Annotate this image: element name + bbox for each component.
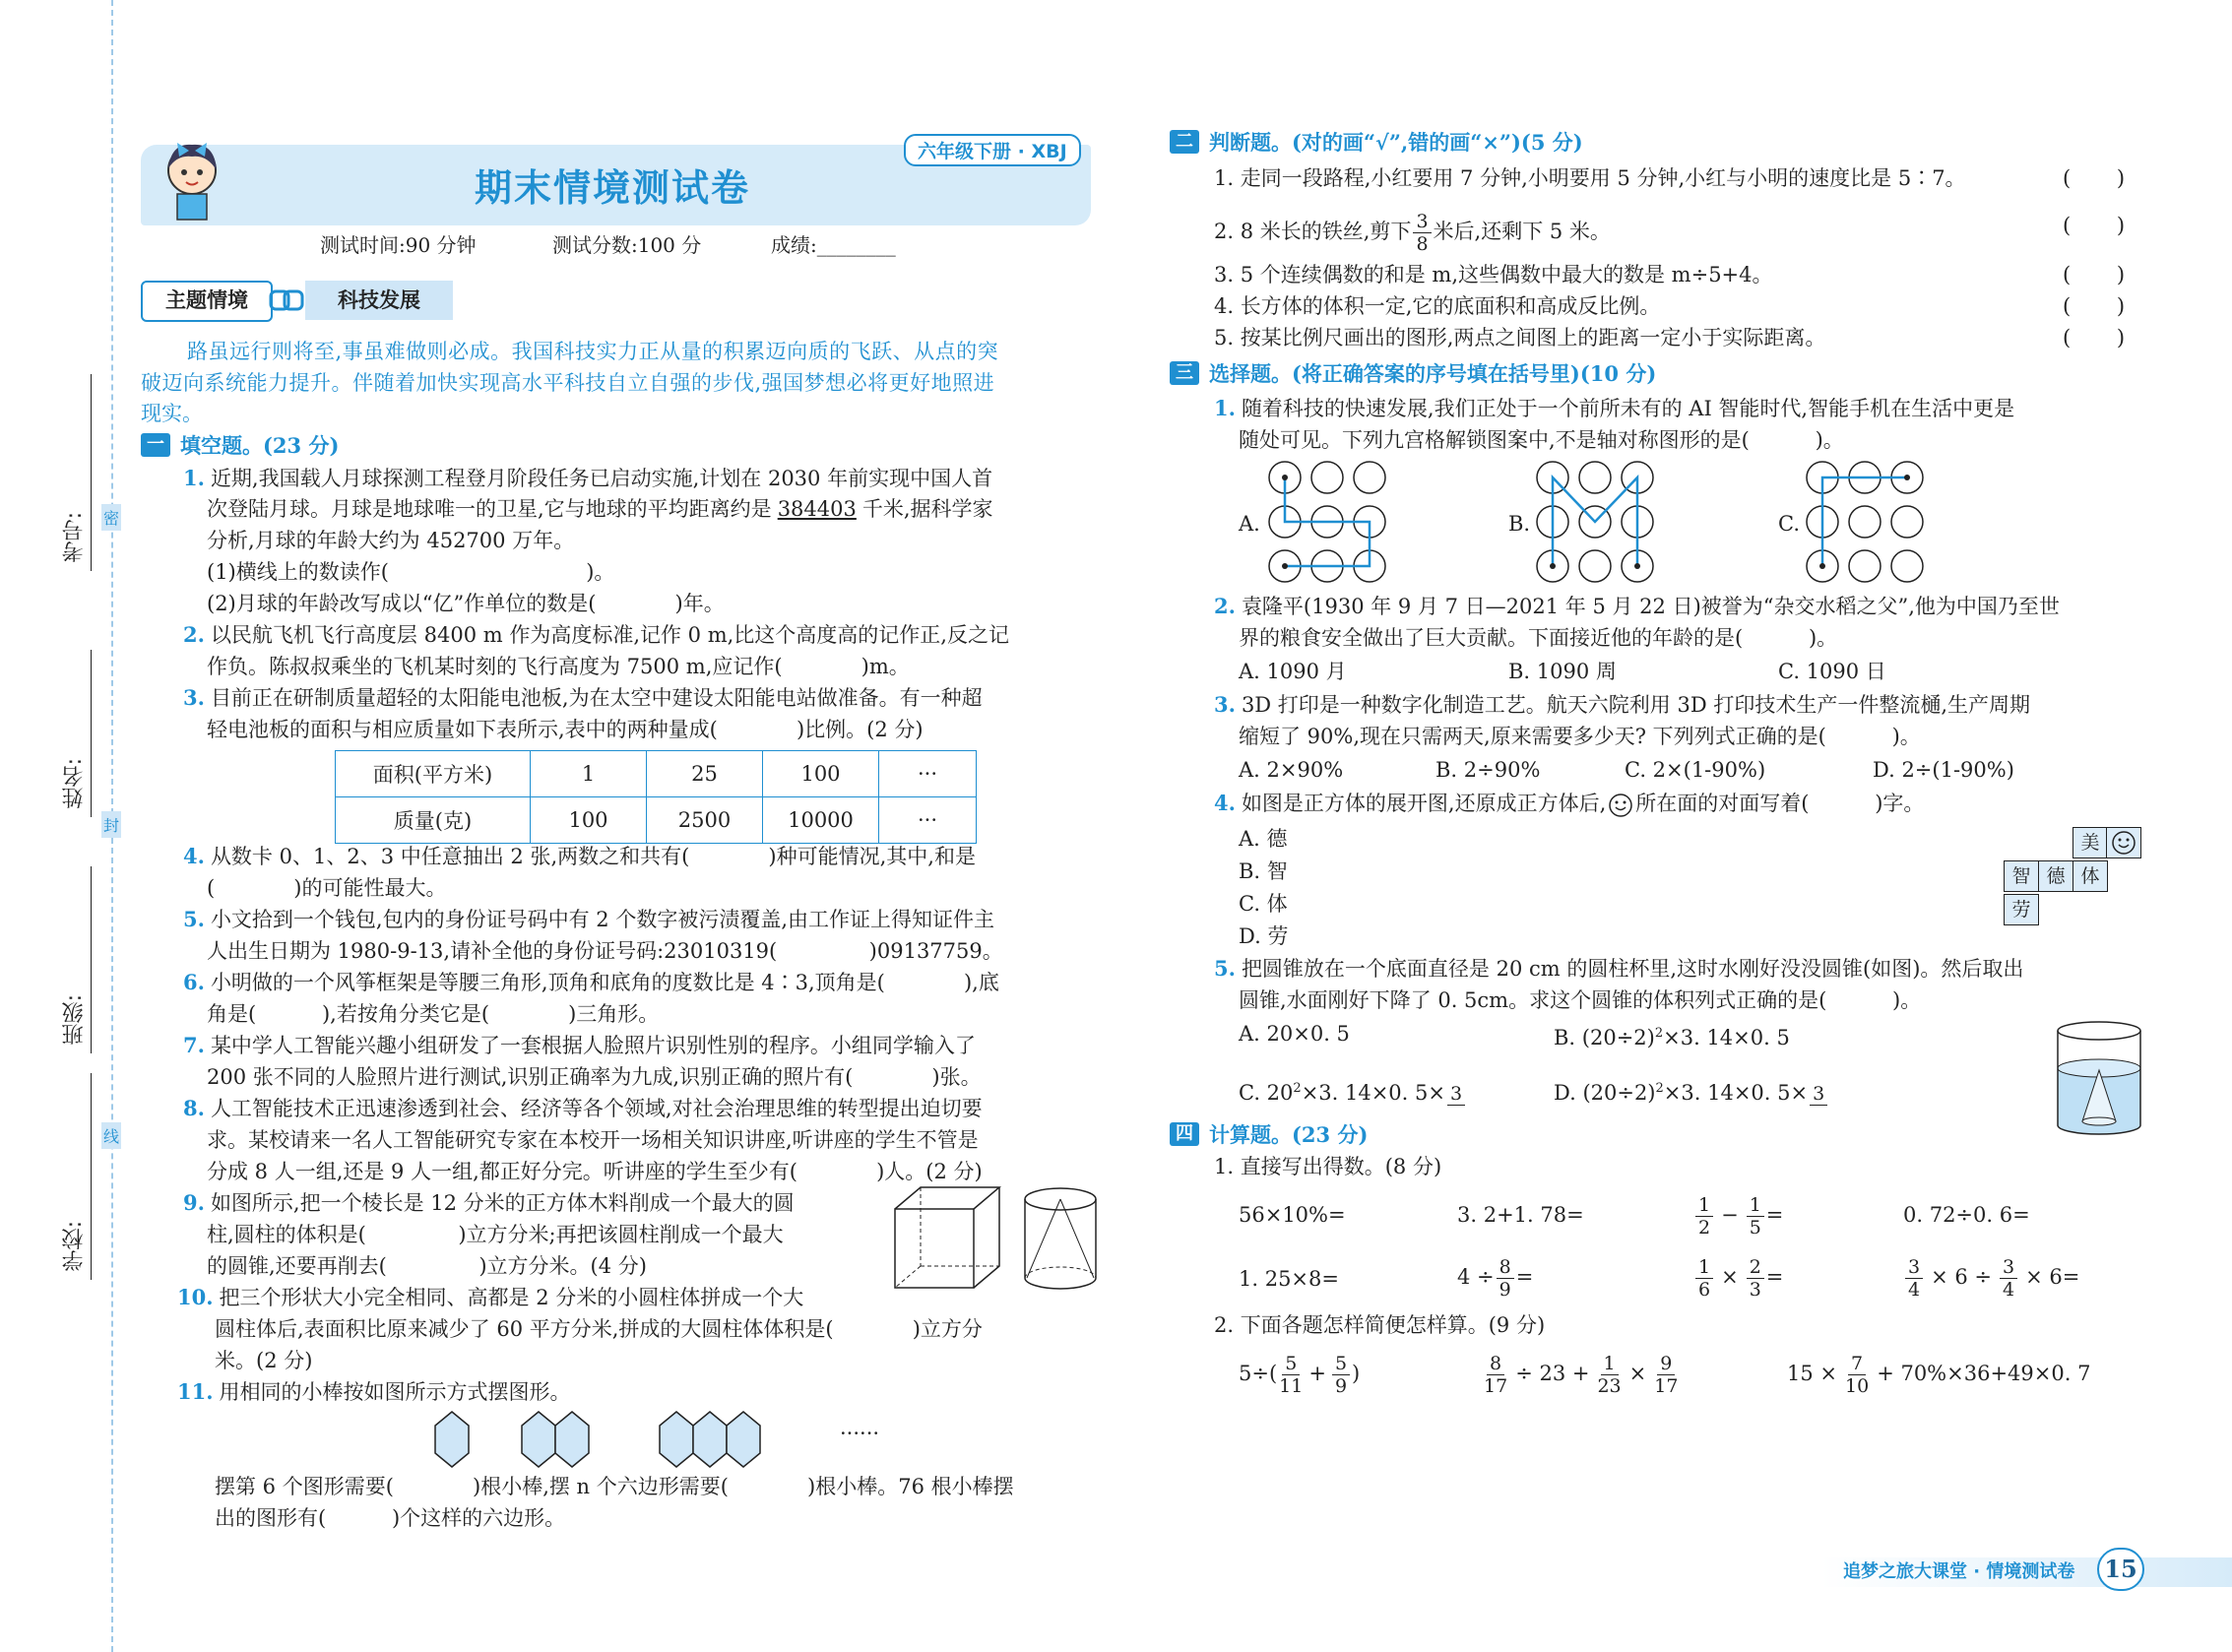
q1-2-line1: 2. 以民航飞机飞行高度层 8400 m 作为高度标准,记作 0 m,比这个高度高的记作正,反之记 (183, 622, 1009, 647)
judge-paren-5: ( ) (2063, 326, 2126, 349)
q1-1-sub1: (1)横线上的数读作( )。 (207, 560, 615, 584)
q1-9-line2: 柱,圆柱的体积是( )立方分米;再把该圆柱削成一个最大 (207, 1223, 784, 1246)
fraction: 3 (1810, 1083, 1827, 1106)
section-1-title: 填空题。(23 分) (180, 433, 340, 458)
section-4-badge: 四 (1170, 1122, 1199, 1146)
theme-topic: 科技发展 (305, 281, 453, 320)
calc-7: $\frac{1}{6}$ × $\frac{2}{3}$ = (1693, 1253, 1783, 1301)
fraction: $\frac{3}{8}$ (1413, 211, 1431, 255)
name-label: 姓名: (62, 758, 87, 809)
choice-5-line1: 5. 把圆锥放在一个底面直径是 20 cm 的圆柱杯里,这时水刚好没没圆锥(如图)。然后取出 (1214, 956, 2024, 981)
calc-q2-title: 2. 下面各题怎样简便怎样算。(9 分) (1214, 1313, 1546, 1337)
net-cell: 劳 (2004, 894, 2039, 925)
q1-5-line1: 5. 小文拾到一个钱包,包内的身份证号码中有 2 个数字被污渍覆盖,由工作证上得知证件主 (183, 907, 994, 931)
q1-10-line1: 10. 把三个形状大小完全相同、高都是 2 分米的小圆柱体拼成一个大 (177, 1285, 804, 1309)
table-cell: 2500 (647, 797, 763, 844)
q1-3-line1: 3. 目前正在研制质量超轻的太阳能电池板,为在太空中建设太阳能电站做准备。有一种超 (183, 685, 983, 710)
result-field: 成绩:________ (771, 233, 896, 257)
table-row (336, 751, 977, 797)
judge-paren-4: ( ) (2063, 294, 2126, 318)
option-b-label: B. (1508, 512, 1531, 536)
class-label: 班级: (62, 994, 87, 1046)
footer-text: 追梦之旅大课堂 · 情境测试卷 (1843, 1561, 2075, 1582)
hexagon-sequence-figure (433, 1410, 827, 1469)
q1-10-line2: 圆柱体后,表面积比原来减少了 60 平方分米,拼成的大圆柱体体积是( )立方分 (215, 1317, 983, 1341)
exam-number-label: 考号: (62, 512, 87, 563)
net-cell-smiley (2106, 827, 2141, 858)
q1-6-line1: 6. 小明做的一个风筝框架是等腰三角形,顶角和底角的度数比是 4∶3,顶角是( ),底 (183, 970, 999, 994)
table-cell: 10000 (763, 797, 879, 844)
class-line (91, 866, 92, 1053)
seal-xian: 线 (101, 1122, 121, 1149)
choice-4-line1: 4. 如图是正方体的展开图,还原成正方体后, 所在面的对面写着( )字。 (1214, 790, 1924, 818)
judge-item-3: 3. 5 个连续偶数的和是 m,这些偶数中最大的数是 m÷5+4。 (1214, 263, 1773, 286)
grade-tag: 六年级下册 · XBJ (904, 134, 1081, 166)
q1-1-line1: 1. 近期,我国载人月球探测工程登月阶段任务已启动实施,计划在 2030 年前实现中国人首 (183, 466, 993, 490)
q1-4-line1: 4. 从数卡 0、1、2、3 中任意抽出 2 张,两数之和共有( )种可能情况,其中,和是 (183, 844, 976, 868)
q1-1-sub2: (2)月球的年龄改写成以“亿”作单位的数是( )年。 (207, 592, 725, 615)
judge-paren-3: ( ) (2063, 263, 2126, 286)
table-cell: ··· (879, 797, 977, 844)
judge-item-1: 1. 走同一段路程,小红要用 7 分钟,小明要用 5 分钟,小红与小明的速度比是 5∶7。 (1214, 166, 1966, 190)
intro-line-2: 破迈向系统能力提升。伴随着加快实现高水平科技自立自强的步伐,强国梦想必将更好地照进 (141, 371, 995, 395)
q1-2-line2: 作负。陈叔叔乘坐的飞机某时刻的飞行高度为 7500 m,应记作( )m。 (207, 655, 910, 678)
calc-4: 0. 72÷0. 6= (1903, 1203, 2030, 1227)
judge-paren-1: ( ) (2063, 166, 2126, 190)
calc-q1-title: 1. 直接写出得数。(8 分) (1214, 1155, 1442, 1178)
option-a-label: A. (1239, 512, 1260, 536)
section-2-badge: 二 (1170, 130, 1199, 154)
exam-number-line (91, 374, 92, 571)
choice-5-opt-d: D. $(20\div 2)^2\times 3$. 14×0. 5× 3 (1554, 1067, 1829, 1114)
judge-item-2: 2. 8 米长的铁丝,剪下 $\frac{3}{8}$ 米后,还剩下 5 米。 (1214, 211, 1611, 255)
simplify-3: 15 × $\frac{7}{10}$ + 70%×36+49×0. 7 (1787, 1353, 2091, 1397)
school-label: 学校: (62, 1221, 87, 1272)
calc-6: 4 ÷ $\frac{8}{9}$ = (1457, 1256, 1534, 1301)
mascot-avatar (158, 133, 226, 222)
table-cell: 100 (531, 797, 647, 844)
calc-1: 56×10%= (1239, 1203, 1346, 1227)
q1-1-line3: 分析,月球的年龄大约为 452700 万年。 (207, 529, 575, 552)
hexagon-ellipsis: ······ (840, 1422, 880, 1445)
net-cell: 智 (2004, 860, 2039, 892)
cone-in-cylinder-figure (2053, 1019, 2146, 1137)
table-cell: 面积(平方米) (336, 751, 531, 797)
section-4-title: 计算题。(23 分) (1209, 1122, 1369, 1147)
section-2-header (1170, 128, 1583, 156)
q1-8-line2: 求。某校请来一名人工智能研究专家在本校开一场相关知识讲座,听讲座的学生不管是 (207, 1128, 979, 1152)
judge-item-4: 4. 长方体的体积一定,它的底面积和高成反比例。 (1214, 294, 1661, 318)
choice-2-opt-b: B. 1090 周 (1508, 660, 1617, 683)
choice-5-line2: 圆锥,水面刚好下降了 0. 5cm。求这个圆锥的体积列式正确的是( )。 (1239, 988, 1922, 1012)
choice-2-opt-a: A. 1090 月 (1239, 660, 1347, 683)
cube-net-figure (2004, 827, 2141, 930)
q1-3-line2: 轻电池板的面积与相应质量如下表所示,表中的两种量成( )比例。(2 分) (207, 718, 924, 741)
simplify-2: $\frac{8}{17}$ ÷ 23 + $\frac{1}{23}$ × $\frac{9}{17}$ (1484, 1353, 1679, 1397)
area-mass-table (335, 750, 977, 844)
choice-2-opt-c: C. 1090 日 (1778, 660, 1886, 683)
choice-5-opt-c: C. $20^2\times 3$. 14×0. 5× 3 (1239, 1067, 1467, 1114)
choice-4-opt-a: A. 德 (1239, 827, 1288, 851)
q1-5-line2: 人出生日期为 1980-9-13,请补全他的身份证号码:23010319( )09137759。 (207, 939, 1003, 963)
table-cell: 1 (531, 751, 647, 797)
choice-5-opt-a: A. 20×0. 5 (1239, 1022, 1350, 1046)
calc-5: 1. 25×8= (1239, 1267, 1339, 1291)
seal-mi: 密 (101, 504, 121, 531)
cube-cylinder-figure (891, 1181, 1103, 1295)
q1-11-line3: 出的图形有( )个这样的六边形。 (215, 1506, 566, 1530)
choice-2-line2: 界的粮食安全做出了巨大贡献。下面接近他的年龄的是( )。 (1239, 626, 1838, 650)
choice-3-opt-d: D. 2÷(1-90%) (1873, 758, 2014, 782)
q1-1-line2: 次登陆月球。月球是地球唯一的卫星,它与地球的平均距离约是 384403 千米,据科学家 (207, 497, 993, 521)
choice-1-line1: 1. 随着科技的快速发展,我们正处于一个前所未有的 AI 智能时代,智能手机在生活中更是 (1214, 396, 2015, 420)
calc-8: $\frac{3}{4}$ × 6 ÷ $\frac{3}{4}$ × 6= (1903, 1253, 2079, 1301)
intro-line-1: 路虽远行则将至,事虽难做则必成。我国科技实力正从量的积累迈向质的飞跃、从点的突 (187, 340, 999, 363)
unlock-pattern-a (1265, 461, 1393, 594)
table-cell: 100 (763, 751, 879, 797)
section-2-title: 判断题。(对的画“√”,错的画“×”)(5 分) (1209, 130, 1583, 155)
judge-item-5: 5. 按某比例尺画出的图形,两点之间图上的距离一定小于实际距离。 (1214, 326, 1826, 349)
page-number: 15 (2097, 1548, 2144, 1591)
smiley-icon (1608, 793, 1633, 818)
table-cell: 质量(克) (336, 797, 531, 844)
q1-9-line3: 的圆锥,还要再削去( )立方分米。(4 分) (207, 1254, 647, 1278)
choice-4-opt-b: B. 智 (1239, 859, 1288, 883)
theme-link-icon (268, 286, 305, 315)
calc-3: $\frac{1}{2}$ − $\frac{1}{5}$ = (1693, 1191, 1783, 1239)
choice-3-opt-b: B. 2÷90% (1435, 758, 1541, 782)
choice-4-opt-d: D. 劳 (1239, 924, 1289, 948)
choice-1-line2: 随处可见。下列九宫格解锁图案中,不是轴对称图形的是( )。 (1239, 428, 1844, 452)
fraction: 3 (1447, 1083, 1465, 1106)
unlock-pattern-b (1533, 461, 1661, 594)
table-cell: ··· (879, 751, 977, 797)
net-cell: 德 (2038, 860, 2073, 892)
q1-9-line1: 9. 如图所示,把一个棱长是 12 分米的正方体木料削成一个最大的圆 (183, 1190, 795, 1215)
table-cell: 25 (647, 751, 763, 797)
unlock-pattern-c (1803, 461, 1931, 594)
theme-label: 主题情境 (141, 281, 273, 322)
q1-4-line2: ( )的可能性最大。 (207, 876, 447, 900)
section-3-title: 选择题。(将正确答案的序号填在括号里)(10 分) (1209, 361, 1657, 386)
intro-line-3: 现实。 (141, 402, 203, 425)
choice-4-opt-c: C. 体 (1239, 892, 1288, 916)
exam-time: 测试时间:90 分钟 (320, 233, 477, 257)
section-3-badge: 三 (1170, 361, 1199, 385)
calc-2: 3. 2+1. 78= (1457, 1203, 1584, 1227)
q1-8-line1: 8. 人工智能技术正迅速渗透到社会、经济等各个领域,对社会治理思维的转型提出迫切要 (183, 1096, 983, 1120)
section-4-header (1170, 1120, 1368, 1148)
seal-feng: 封 (101, 811, 121, 838)
option-c-label: C. (1778, 512, 1800, 536)
choice-3-line1: 3. 3D 打印是一种数字化制造工艺。航天六院利用 3D 打印技术生产一件整流樋,生产周期 (1214, 692, 2031, 717)
school-line (91, 1073, 92, 1280)
section-3-header (1170, 359, 1656, 387)
section-1-header (141, 431, 339, 459)
table-row (336, 797, 977, 844)
section-1-badge: 一 (141, 433, 170, 457)
q1-7-line2: 200 张不同的人脸照片进行测试,识别正确率为九成,识别正确的照片有( )张。 (207, 1065, 982, 1089)
q1-6-line2: 角是( ),若按角分类它是( )三角形。 (207, 1002, 660, 1026)
choice-5-opt-b: B. $(20\div 2)^2\times 3$. 14×0. 5 (1554, 1026, 1790, 1049)
choice-3-opt-c: C. 2×(1-90%) (1625, 758, 1766, 782)
simplify-1: 5÷( $\frac{5}{11}$ + $\frac{5}{9}$ ) (1239, 1353, 1361, 1397)
q1-11-line1: 11. 用相同的小棒按如图所示方式摆图形。 (177, 1379, 571, 1404)
q1-10-line3: 米。(2 分) (215, 1349, 313, 1372)
net-cell: 美 (2073, 827, 2108, 858)
q1-11-line2: 摆第 6 个图形需要( )根小棒,摆 n 个六边形需要( )根小棒。76 根小棒摆 (215, 1475, 1014, 1498)
name-line (91, 650, 92, 817)
page-title: 期末情境测试卷 (475, 166, 751, 210)
judge-paren-2: ( ) (2063, 214, 2126, 237)
net-cell: 体 (2073, 860, 2108, 892)
choice-3-opt-a: A. 2×90% (1239, 758, 1344, 782)
choice-2-line1: 2. 袁隆平(1930 年 9 月 7 日—2021 年 5 月 22 日)被誉为“杂交水稻之父”,他为中国乃至世 (1214, 594, 2060, 618)
exam-score: 测试分数:100 分 (552, 233, 702, 257)
q1-8-line3: 分成 8 人一组,还是 9 人一组,都正好分完。听讲座的学生至少有( )人。(2 分) (207, 1160, 983, 1183)
q1-7-line1: 7. 某中学人工智能兴趣小组研发了一套根据人脸照片识别性别的程序。小组同学输入了 (183, 1033, 976, 1057)
choice-3-line2: 缩短了 90%,现在只需两天,原来需要多少天? 下列列式正确的是( )。 (1239, 725, 1921, 748)
